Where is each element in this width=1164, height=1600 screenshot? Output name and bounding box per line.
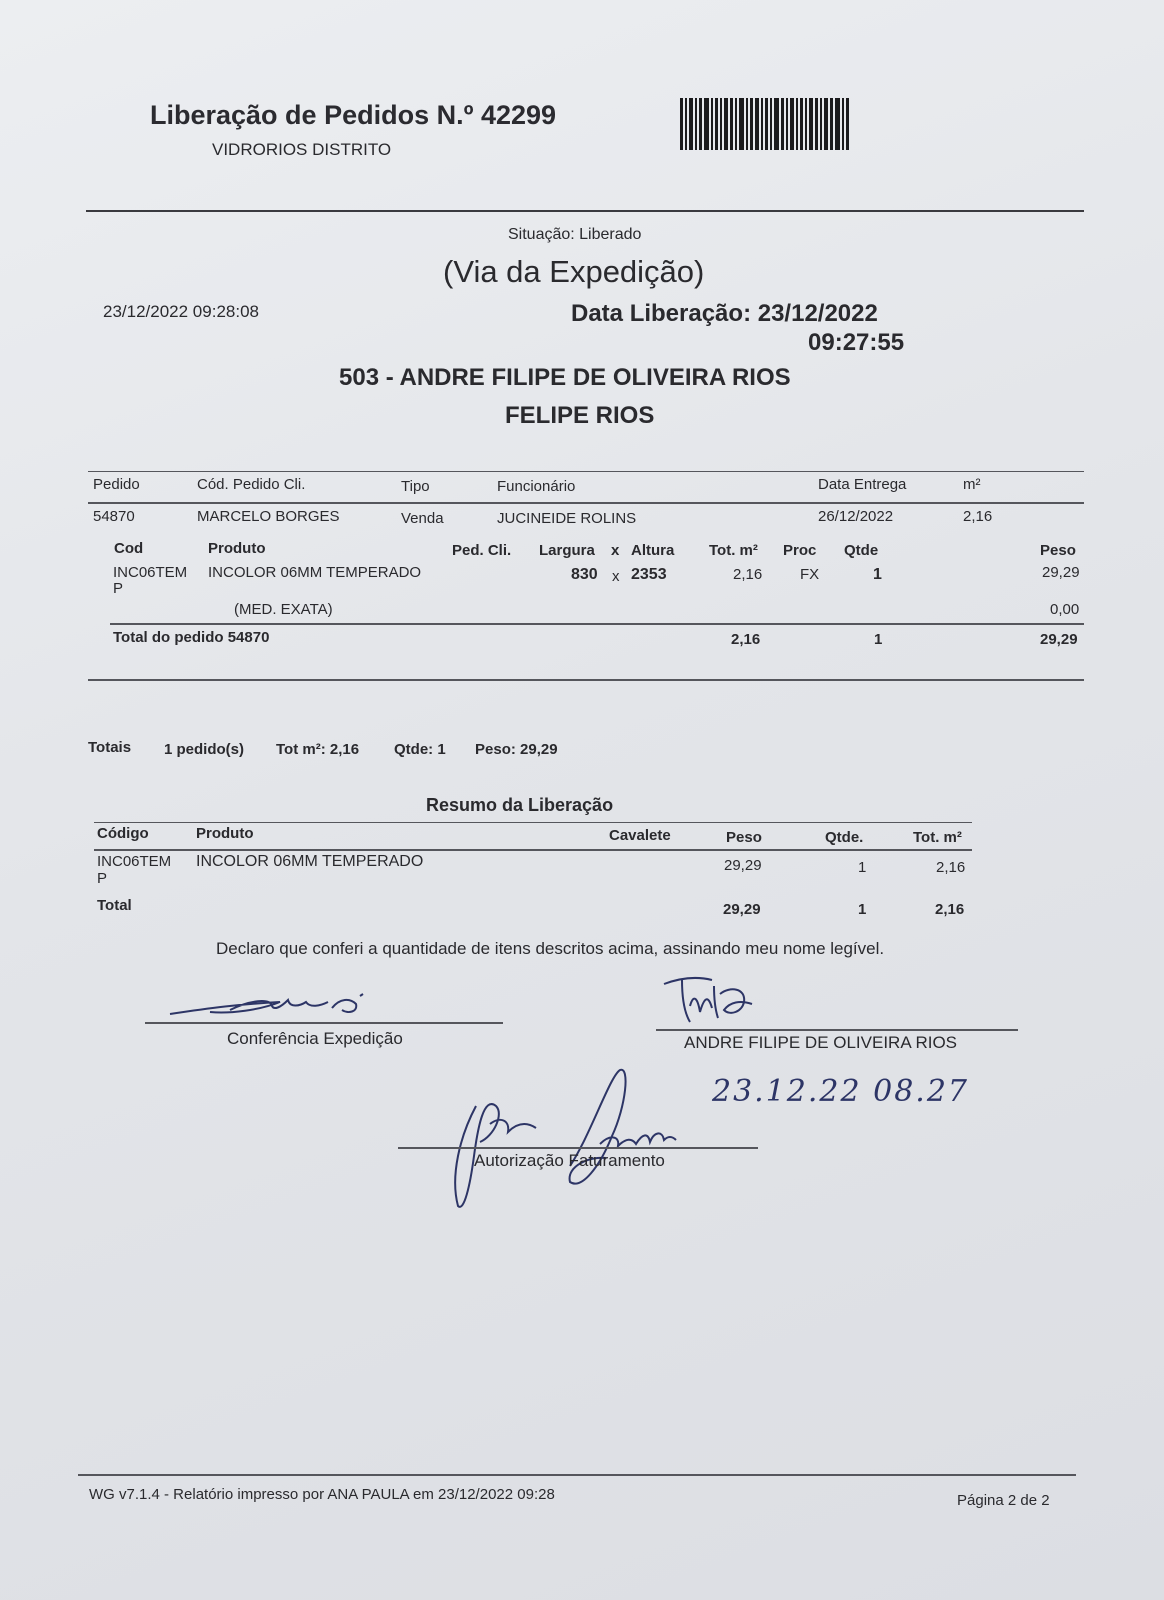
item-largura: 830 [571, 566, 598, 583]
footer-printed-by: WG v7.1.4 - Relatório impresso por ANA PAULA em 23/12/2022 09:28 [89, 1486, 555, 1503]
col-header-cod-cli: Cód. Pedido Cli. [197, 476, 306, 493]
col-header-m2: m² [963, 476, 981, 493]
summary-header-produto: Produto [196, 825, 254, 842]
order-total-label: Total do pedido 54870 [113, 629, 270, 646]
order-data-entrega: 26/12/2022 [818, 508, 894, 525]
col-header-tipo: Tipo [401, 478, 430, 495]
barcode-image [680, 98, 858, 150]
item-qtde: 1 [873, 566, 882, 583]
signature-label-center: Autorização Faturamento [474, 1151, 665, 1170]
release-date: Data Liberação: 23/12/2022 [571, 300, 878, 327]
item-proc: FX [800, 566, 820, 583]
summary-header-line [94, 849, 972, 851]
col-header-pedido: Pedido [93, 476, 140, 493]
item-x: x [612, 568, 620, 585]
summary-header-codigo: Código [97, 825, 149, 842]
summary-total-peso: 29,29 [723, 901, 761, 918]
handwritten-date: 23.12.22 08.27 [712, 1074, 970, 1109]
item-extra-peso: 0,00 [1050, 601, 1080, 618]
release-time: 09:27:55 [808, 329, 905, 356]
summary-header-qtde: Qtde. [825, 829, 864, 846]
item-header-tot-m2: Tot. m² [709, 542, 758, 559]
summary-codigo-line2: P [97, 870, 108, 887]
item-header-peso: Peso [1040, 542, 1076, 559]
client-name: 503 - ANDRE FILIPE DE OLIVEIRA RIOS [339, 364, 791, 391]
item-header-qtde: Qtde [844, 542, 879, 559]
client-signature-mark [660, 972, 760, 1028]
summary-qtde: 1 [858, 859, 867, 876]
totals-peso: Peso: 29,29 [475, 741, 558, 758]
item-cod-line1: INC06TEM [113, 564, 188, 581]
order-total-peso: 29,29 [1040, 631, 1078, 648]
col-header-funcionario: Funcionário [497, 478, 576, 495]
summary-tot-m2: 2,16 [936, 859, 966, 876]
summary-peso: 29,29 [724, 857, 762, 874]
summary-top-line [94, 822, 972, 823]
summary-title: Resumo da Liberação [426, 795, 614, 815]
billing-signature-mark [450, 1066, 690, 1212]
company-name: VIDRORIOS DISTRITO [212, 140, 392, 159]
signature-line-right [656, 1029, 1018, 1031]
totals-pedidos: 1 pedido(s) [164, 741, 245, 758]
summary-total-tot-m2: 2,16 [935, 901, 965, 918]
summary-produto: INCOLOR 06MM TEMPERADO [196, 853, 424, 870]
summary-total-label: Total [97, 897, 132, 914]
summary-total-qtde: 1 [858, 901, 867, 918]
order-total-qtde: 1 [874, 631, 883, 648]
order-section-bottom-line [88, 679, 1084, 681]
order-pedido: 54870 [93, 508, 135, 525]
item-produto: INCOLOR 06MM TEMPERADO [208, 564, 422, 581]
signature-line-center [398, 1147, 758, 1149]
item-total-line [110, 623, 1084, 625]
order-m2: 2,16 [963, 508, 993, 525]
summary-header-peso: Peso [726, 829, 762, 846]
signature-line-left [145, 1022, 503, 1024]
col-header-data-entrega: Data Entrega [818, 476, 907, 493]
summary-header-cavalete: Cavalete [609, 827, 671, 844]
item-tot-m2: 2,16 [733, 566, 763, 583]
order-cod-cli: MARCELO BORGES [197, 508, 340, 525]
order-table-top-line [88, 471, 1084, 472]
summary-header-tot-m2: Tot. m² [913, 829, 962, 846]
totals-label: Totais [88, 739, 132, 756]
order-total-m2: 2,16 [731, 631, 761, 648]
copy-title: (Via da Expedição) [443, 254, 705, 289]
totals-qtde: Qtde: 1 [394, 741, 446, 758]
order-table-header-line [88, 502, 1084, 504]
item-peso: 29,29 [1042, 564, 1080, 581]
status-text: Situação: Liberado [508, 226, 642, 243]
header-divider [86, 210, 1084, 212]
item-header-cod: Cod [114, 540, 144, 557]
item-extra-desc: (MED. EXATA) [234, 601, 333, 618]
item-header-produto: Produto [208, 540, 266, 557]
signature-label-left: Conferência Expedição [227, 1029, 403, 1048]
item-header-proc: Proc [783, 542, 817, 559]
totals-m2: Tot m²: 2,16 [276, 741, 360, 758]
item-altura: 2353 [631, 566, 667, 583]
footer-page-number: Página 2 de 2 [957, 1492, 1050, 1509]
summary-codigo-line1: INC06TEM [97, 853, 172, 870]
item-header-largura: Largura [539, 542, 595, 559]
client-short-name: FELIPE RIOS [505, 402, 655, 429]
item-header-ped-cli: Ped. Cli. [452, 542, 512, 559]
item-header-x: x [611, 542, 620, 559]
order-funcionario: JUCINEIDE ROLINS [497, 510, 637, 527]
item-cod-line2: P [113, 580, 124, 597]
footer-line [78, 1474, 1076, 1476]
item-header-altura: Altura [631, 542, 675, 559]
signature-label-right: ANDRE FILIPE DE OLIVEIRA RIOS [684, 1033, 958, 1052]
declaration-text: Declaro que conferi a quantidade de itens descritos acima, assinando meu nome legível. [216, 939, 885, 958]
page-title: Liberação de Pedidos N.º 42299 [150, 100, 557, 130]
order-tipo: Venda [401, 510, 444, 527]
expedition-signature-mark [160, 990, 390, 1020]
printed-timestamp: 23/12/2022 09:28:08 [103, 302, 259, 321]
